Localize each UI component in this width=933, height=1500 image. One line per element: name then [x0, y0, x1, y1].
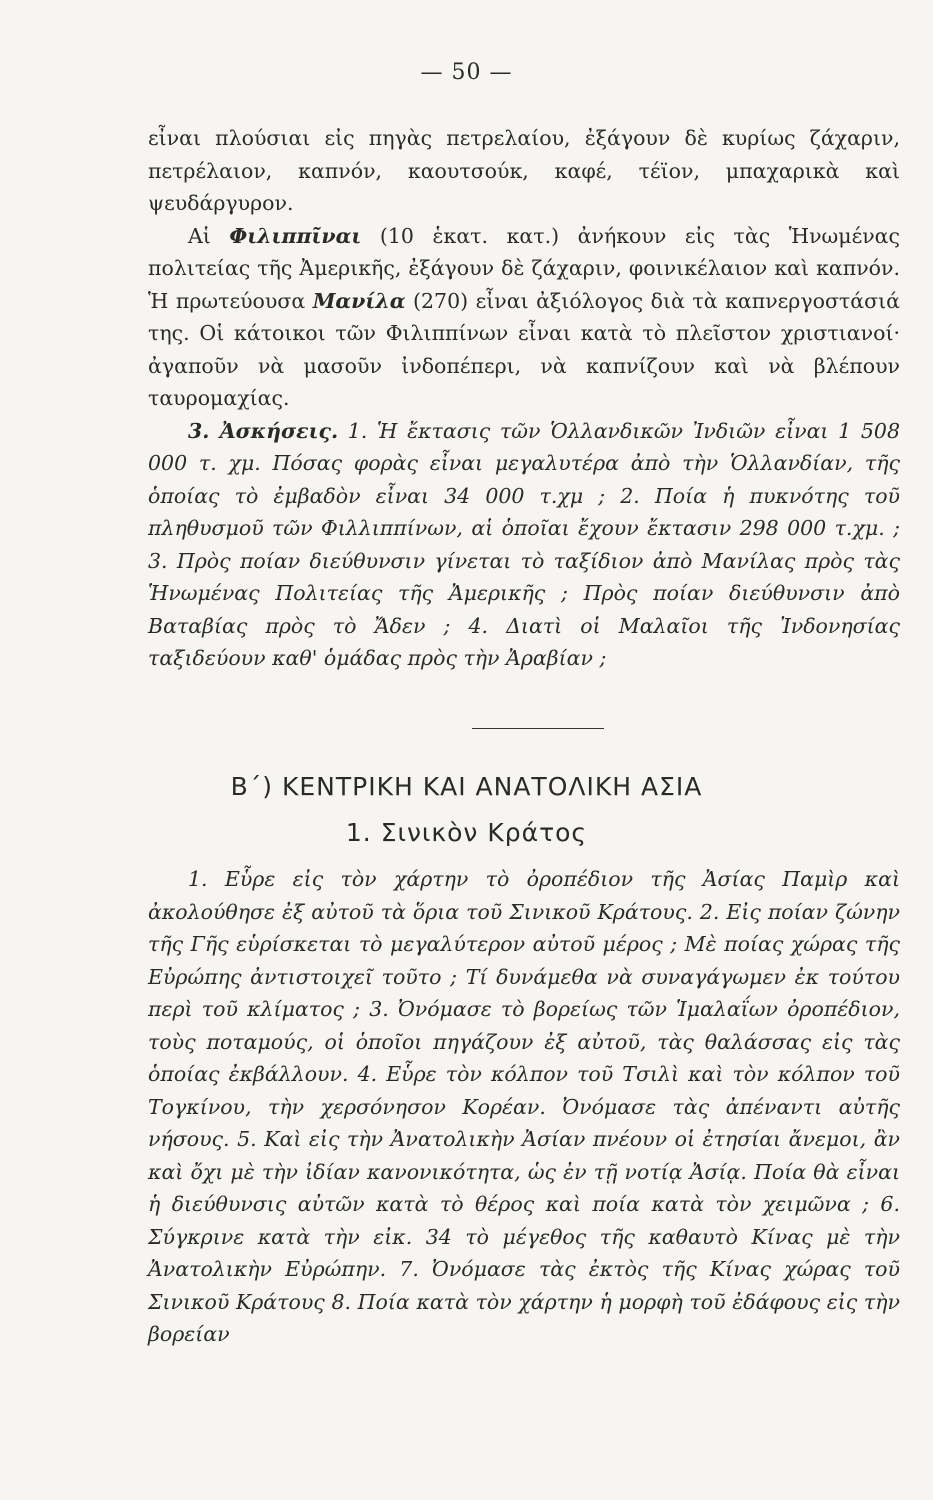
term-philippines: Φιλιππῖναι [229, 223, 362, 248]
paragraph-text-2: (270) εἶναι ἀξιόλογος διὰ τὰ καπνεργοστάσιά της. Οἱ κάτοικοι τῶν Φιλιππίνων εἶναι κατὰ τὸ πλεῖστον χριστιανοί· ἀγαποῦν νὰ μασοῦν ἰνδοπέπερι, νὰ καπνίζουν καὶ νὰ βλέπουν ταυρομαχίας. [148, 288, 900, 410]
section-divider [472, 728, 604, 729]
page-number: — 50 — [420, 60, 513, 85]
subsection-heading: 1. Σινικὸν Κράτος [345, 818, 588, 847]
exercises-label: 3. Ἀσκήσεις. [188, 418, 339, 443]
paragraph-intro: Αἱ [188, 223, 230, 248]
section-china [148, 863, 900, 1351]
exercises-text: 1. Ἡ ἔκτασις τῶν Ὁλλανδικῶν Ἰνδιῶν εἶναι 1 508 000 τ. χμ. Πόσας φορὰς εἶναι μεγαλυτέρα ἀπὸ τὴν Ὁλλανδίαν, τῆς ὁποίας τὸ ἐμβαδὸν εἶναι 34 000 τ.χμ ; 2. Ποία ἡ πυκνότης τοῦ πληθυσμοῦ τῶν Φιλλιππίνων, αἱ ὁποῖαι ἔχουν ἔκτασιν 298 000 τ.χμ. ; 3. Πρὸς ποίαν διεύθυνσιν γίνεται τὸ ταξίδιον ἀπὸ Μανίλας πρὸς τὰς Ἡνωμένας Πολιτείας τῆς Ἀμερικῆς ; Πρὸς ποίαν διεύθυνσιν ἀπὸ Βαταβίας πρὸς τὸ Ἄδεν ; 4. Διατὶ οἱ Μαλαῖοι τῆς Ἰνδονησίας ταξιδεύουν καθ' ὁμάδας πρὸς τὴν Ἀραβίαν ; [148, 418, 901, 670]
section-philippines [148, 122, 900, 675]
paragraph-continuation: εἶναι πλούσιαι εἰς πηγὰς πετρελαίου, ἐξάγουν δὲ κυρίως ζάχαριν, πετρέλαιον, καπνόν, καουτσούκ, καφέ, τέϊον, μπαχαρικὰ καὶ ψευδάργυρον. [148, 126, 900, 215]
section-heading: Β΄) ΚΕΝΤΡΙΚΗ ΚΑΙ ΑΝΑΤΟΛΙΚΗ ΑΣΙΑ [230, 772, 703, 801]
term-manila: Μανίλα [312, 288, 406, 313]
exercises-china: 1. Εὗρε εἰς τὸν χάρτην τὸ ὀροπέδιον τῆς Ἀσίας Παμὶρ καὶ ἀκολούθησε ἐξ αὐτοῦ τὰ ὅρια τοῦ Σινικοῦ Κράτους. 2. Εἰς ποίαν ζώνην τῆς Γῆς εὑρίσκεται τὸ μεγαλύτερον αὐτοῦ μέρος ; Μὲ ποίας χώρας τῆς Εὐρώπης ἀντιστοιχεῖ τοῦτο ; Τί δυνάμεθα νὰ συναγάγωμεν ἐκ τούτου περὶ τοῦ κλίματος ; 3. Ὀνόμασε τὸ βορείως τῶν Ἱμαλαΐων ὀροπέδιον, τοὺς ποταμούς, οἱ ὁποῖοι πηγάζουν ἐξ αὐτοῦ, τὰς θαλάσσας εἰς τὰς ὁποίας ἐκβάλλουν. 4. Εὗρε τὸν κόλπον τοῦ Τσιλὶ καὶ τὸν κόλπον τοῦ Τογκίνου, τὴν χερσόνησον Κορέαν. Ὀνόμασε τὰς ἀπέναντι αὐτῆς νήσους. 5. Καὶ εἰς τὴν Ἀνατολικὴν Ἀσίαν πνέουν οἱ ἐτησίαι ἄνεμοι, ἂν καὶ ὄχι μὲ τὴν ἰδίαν κανονικότητα, ὡς ἐν τῇ νοτίᾳ Ἀσίᾳ. Ποία θὰ εἶναι ἡ διεύθυνσις αὐτῶν κατὰ τὸ θέρος καὶ ποία κατὰ τὸν χειμῶνα ; 6. Σύγκρινε κατὰ τὴν εἰκ. 34 τὸ μέγεθος τῆς καθαυτὸ Κίνας μὲ τὴν Ἀνατολικὴν Εὐρώπην. 7. Ὀνόμασε τὰς ἐκτὸς τῆς Κίνας χώρας τοῦ Σινικοῦ Κράτους 8. Ποία κατὰ τὸν χάρτην ἡ μορφὴ τοῦ ἐδάφους εἰς τὴν βορείαν [148, 867, 900, 1346]
paragraph-text-1: (10 ἑκατ. κατ.) ἀνήκουν εἰς τὰς Ἡνωμένας πολιτείας τῆς Ἀμερικῆς, ἐξάγουν δὲ ζάχαριν, φοινικέλαιον καὶ καπνόν. Ἡ πρωτεύουσα [148, 223, 901, 313]
exercises-paragraph [148, 415, 900, 675]
paragraph-philippines [148, 220, 900, 415]
